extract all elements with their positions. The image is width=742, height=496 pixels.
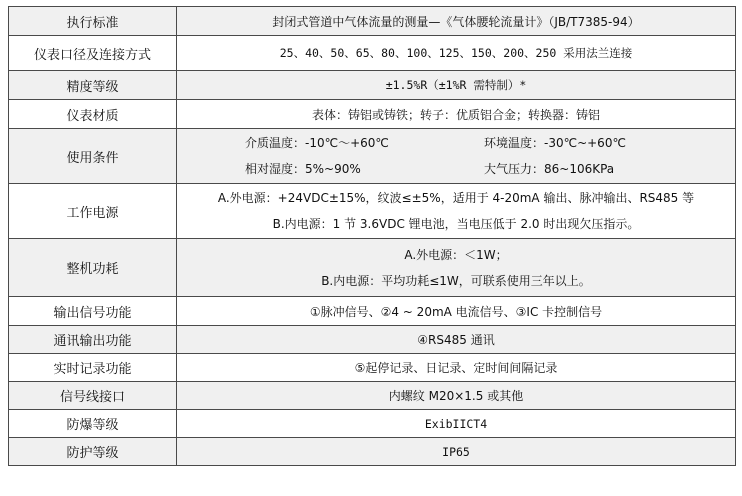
table-row [9, 438, 736, 466]
row-label: 输出信号功能 [9, 297, 177, 326]
table-row [9, 100, 736, 129]
row-label: 工作电源 [9, 184, 177, 239]
table-row [9, 7, 736, 36]
row-label: 整机功耗 [9, 239, 177, 297]
table-row [9, 410, 736, 438]
table-row [9, 297, 736, 326]
row-value: IP65 [177, 438, 736, 466]
ambient-temperature: 环境温度：-30℃~+60℃ [484, 136, 626, 150]
use-conditions-grid [177, 130, 735, 182]
power-line-internal: B.内电源：1 节 3.6VDC 锂电池，当电压低于 2.0 时出现欠压指示。 [272, 217, 640, 231]
row-value: ExibIICT4 [177, 410, 736, 438]
row-label: 信号线接口 [9, 382, 177, 410]
row-label: 执行标准 [9, 7, 177, 36]
table-row [9, 71, 736, 100]
table-row [9, 129, 736, 184]
table-row [9, 36, 736, 71]
atmospheric-pressure: 大气压力：86~106KPa [484, 162, 615, 176]
row-label: 使用条件 [9, 129, 177, 184]
row-label: 防护等级 [9, 438, 177, 466]
table-row [9, 239, 736, 297]
row-label: 通讯输出功能 [9, 326, 177, 354]
row-label: 仪表口径及连接方式 [9, 36, 177, 71]
row-value: 内螺纹 M20×1.5 或其他 [177, 382, 736, 410]
medium-temperature: 介质温度：-10℃～+60℃ [245, 136, 389, 150]
row-value [177, 239, 736, 297]
row-value: 表体：铸铝或铸铁；转子：优质铝合金；转换器：铸铝 [177, 100, 736, 129]
row-label: 防爆等级 [9, 410, 177, 438]
row-label: 精度等级 [9, 71, 177, 100]
row-label: 仪表材质 [9, 100, 177, 129]
spec-table [8, 6, 736, 466]
row-value: 封闭式管道中气体流量的测量—《气体腰轮流量计》（JB/T7385-94） [177, 7, 736, 36]
row-value [177, 129, 736, 184]
table-row [9, 326, 736, 354]
row-value: ①脉冲信号、②4 ~ 20mA 电流信号、③IC 卡控制信号 [177, 297, 736, 326]
power-line-external: A.外电源：+24VDC±15%，纹波≤±5%，适用于 4-20mA 输出、脉冲输出、RS485 等 [217, 191, 695, 205]
table-row [9, 184, 736, 239]
row-label: 实时记录功能 [9, 354, 177, 382]
row-value: ⑤起停记录、日记录、定时间间隔记录 [177, 354, 736, 382]
row-value: 25、40、50、65、80、100、125、150、200、250 采用法兰连接 [177, 36, 736, 71]
relative-humidity: 相对湿度：5%~90% [245, 162, 361, 176]
row-value: ④RS485 通讯 [177, 326, 736, 354]
table-row [9, 354, 736, 382]
row-value: ±1.5%R（±1%R 需特制）* [177, 71, 736, 100]
consumption-line-external: A.外电源：＜1W； [404, 247, 508, 262]
row-value [177, 184, 736, 239]
table-row [9, 382, 736, 410]
consumption-line-internal: B.内电源：平均功耗≤1W，可联系使用三年以上。 [321, 273, 591, 288]
